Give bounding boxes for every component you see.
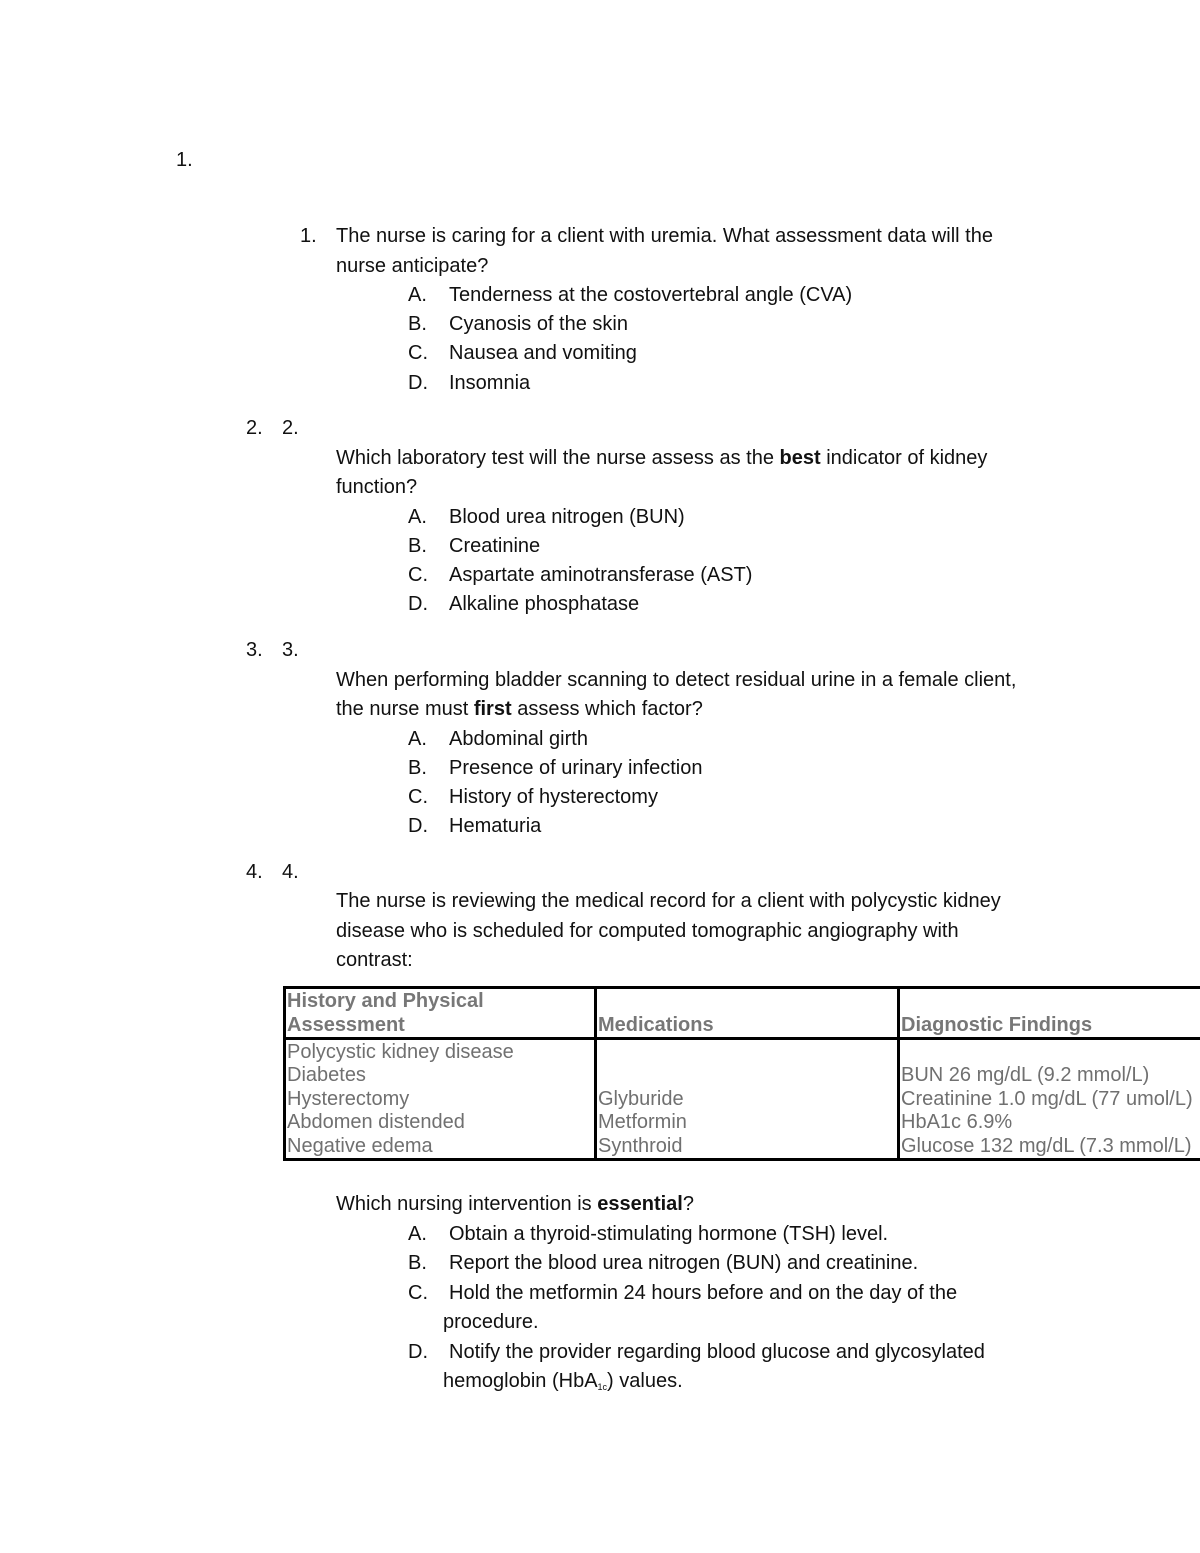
- option-letter: D.: [408, 1341, 428, 1363]
- option-text: procedure.: [443, 1311, 539, 1333]
- option-text: Report the blood urea nitrogen (BUN) and creatinine.: [449, 1252, 919, 1274]
- table-row: [285, 1039, 1200, 1160]
- question-number: 4.: [246, 861, 263, 883]
- history-entry: Diabetes: [287, 1064, 366, 1086]
- question-stem-line: disease who is scheduled for computed tomographic angiography with: [336, 920, 959, 942]
- diagnostic-entry: Glucose 132 mg/dL (7.3 mmol/L): [901, 1134, 1192, 1157]
- option-letter: B.: [408, 535, 427, 557]
- option-letter: A.: [408, 284, 427, 306]
- option-text: Hematuria: [449, 815, 542, 837]
- history-entry: Hysterectomy: [287, 1087, 410, 1110]
- question-number: 2.: [246, 417, 263, 439]
- option-letter: D.: [408, 593, 428, 615]
- option-letter: C.: [408, 1282, 428, 1304]
- diagnostic-entry: BUN 26 mg/dL (9.2 mmol/L): [901, 1064, 1150, 1086]
- option-text: Aspartate aminotransferase (AST): [449, 564, 753, 586]
- option-letter: A.: [408, 506, 427, 528]
- option-text: Insomnia: [449, 372, 531, 394]
- option-letter: C.: [408, 342, 428, 364]
- option-letter: A.: [408, 1223, 427, 1245]
- medication-entry: Metformin: [598, 1111, 687, 1133]
- option-text: Hold the metformin 24 hours before and on the day of the: [449, 1282, 958, 1304]
- option-letter: A.: [408, 728, 427, 750]
- option-text: Cyanosis of the skin: [449, 313, 628, 335]
- option-letter: B.: [408, 313, 427, 335]
- option-letter: B.: [408, 757, 427, 779]
- option-text: Presence of urinary infection: [449, 757, 703, 779]
- medications-cell: [596, 1039, 899, 1160]
- question-followup: [336, 1192, 694, 1216]
- option-letter: C.: [408, 564, 428, 586]
- header-history-physical: [285, 988, 596, 1039]
- header-medications: Medications: [596, 988, 899, 1039]
- table-header-row: [285, 988, 1200, 1039]
- history-cell: [285, 1039, 596, 1160]
- option-letter: C.: [408, 786, 428, 808]
- question-stem-line: [336, 697, 703, 721]
- stem-text: the nurse must: [336, 698, 474, 720]
- subscript: 1c: [597, 1382, 608, 1392]
- option-text: Obtain a thyroid-stimulating hormone (TSH) level.: [449, 1223, 889, 1245]
- diagnostics-cell: [899, 1039, 1200, 1160]
- question-stem-line: function?: [336, 476, 418, 498]
- medication-entry: Glyburide: [598, 1087, 684, 1110]
- option-text-part: ) values.: [607, 1370, 683, 1392]
- question-stem-line: nurse anticipate?: [336, 255, 489, 277]
- medication-entry: Synthroid: [598, 1134, 683, 1157]
- stem-emphasis: best: [779, 447, 821, 469]
- option-text: Alkaline phosphatase: [449, 593, 640, 615]
- stem-text: Which laboratory test will the nurse assess as the: [336, 447, 780, 469]
- header-diagnostic-findings: Diagnostic Findings: [899, 988, 1200, 1039]
- header-line: History and Physical: [287, 990, 484, 1012]
- stem-text: ?: [682, 1193, 694, 1215]
- history-entry: Negative edema: [287, 1134, 433, 1157]
- question-inner-number: 4.: [282, 861, 299, 883]
- option-text-part: hemoglobin (HbA: [443, 1370, 598, 1392]
- option-letter: D.: [408, 815, 428, 837]
- question-inner-number: 3.: [282, 639, 299, 661]
- history-entry: Polycystic kidney disease: [287, 1040, 514, 1063]
- header-line: Assessment: [287, 1013, 405, 1036]
- stem-emphasis: first: [473, 698, 512, 720]
- option-text: History of hysterectomy: [449, 786, 658, 808]
- stem-text: assess which factor?: [511, 698, 703, 720]
- medical-record-table: [283, 986, 1200, 1161]
- question-number: 1.: [300, 225, 317, 247]
- option-text: Notify the provider regarding blood glucose and glycosylated: [449, 1341, 985, 1363]
- question-stem-line: When performing bladder scanning to detect residual urine in a female client,: [336, 669, 1017, 691]
- stem-text: indicator of kidney: [820, 447, 988, 469]
- option-letter: B.: [408, 1252, 427, 1274]
- option-text: Blood urea nitrogen (BUN): [449, 506, 685, 528]
- option-letter: D.: [408, 372, 428, 394]
- question-stem-line: contrast:: [336, 949, 413, 971]
- history-entry: Abdomen distended: [287, 1111, 465, 1133]
- question-stem-line: The nurse is reviewing the medical record for a client with polycystic kidney: [336, 890, 1001, 912]
- diagnostic-entry: Creatinine 1.0 mg/dL (77 umol/L): [901, 1087, 1193, 1110]
- option-text: [443, 1369, 683, 1399]
- diagnostic-entry: HbA1c 6.9%: [901, 1111, 1013, 1133]
- option-text: Creatinine: [449, 535, 541, 557]
- question-stem-line: [336, 446, 987, 470]
- outer-list-number: 1.: [176, 149, 193, 171]
- option-text: Tenderness at the costovertebral angle (CVA): [449, 284, 853, 306]
- question-inner-number: 2.: [282, 417, 299, 439]
- option-text: Nausea and vomiting: [449, 342, 637, 364]
- question-number: 3.: [246, 639, 263, 661]
- stem-text: Which nursing intervention is: [336, 1193, 598, 1215]
- option-text: Abdominal girth: [449, 728, 588, 750]
- question-stem-line: The nurse is caring for a client with uremia. What assessment data will the: [336, 225, 993, 247]
- stem-emphasis: essential: [597, 1193, 683, 1215]
